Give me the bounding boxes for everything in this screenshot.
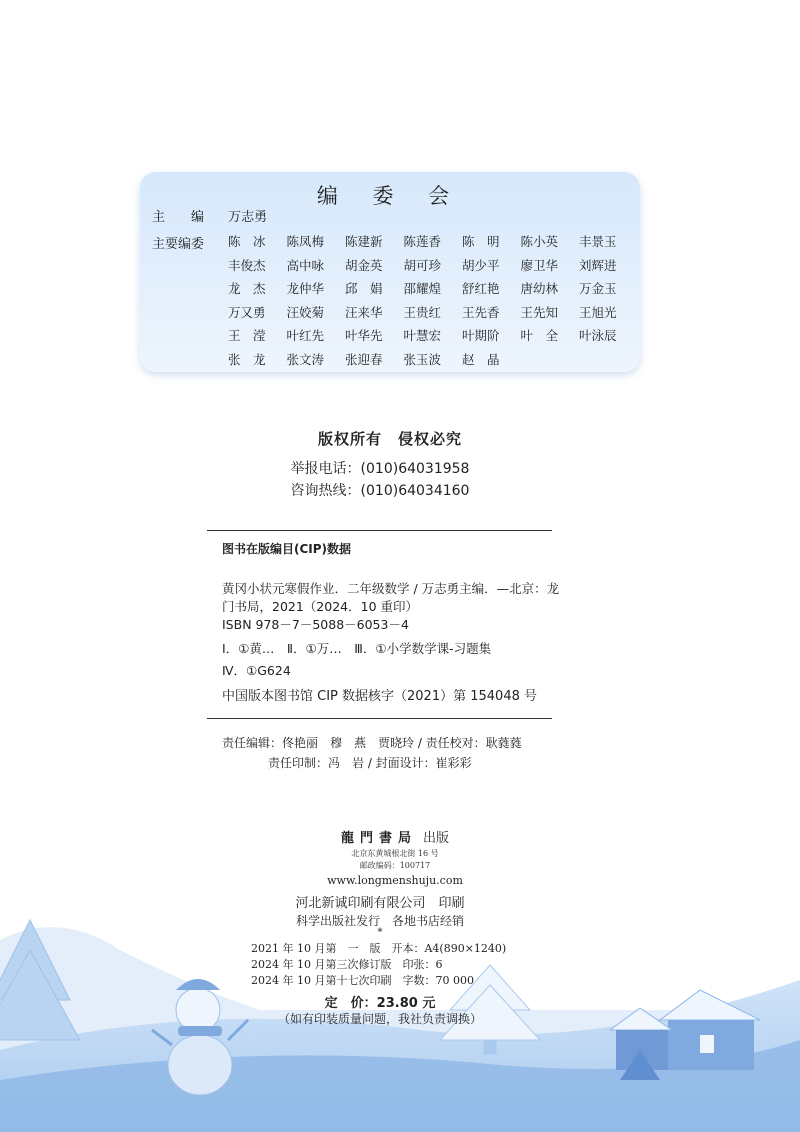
board-member-name: 张文涛 [286, 351, 325, 367]
board-member-name: 叶期阶 [462, 328, 500, 343]
report-phone: 举报电话：(010)64031958 [290, 461, 470, 477]
board-member-name: 陈凤梅 [286, 234, 325, 249]
cip-core-number: 中国版本图书馆 CIP 数据核字（2021）第 154048 号 [222, 689, 537, 704]
edition-line-1: 2021 年 10 月第 一 版 开本：A4(890×1240) [251, 942, 507, 955]
board-member-name: 叶泳辰 [579, 328, 617, 343]
publisher-postcode: 邮政编码：100717 [359, 861, 431, 870]
board-member-name: 叶华先 [345, 328, 383, 343]
board-member-name: 舒红艳 [462, 281, 500, 296]
copyright-title: 版权所有 侵权必究 [317, 430, 462, 448]
board-member-name: 王 滢 [228, 328, 266, 343]
board-member-name: 丰景玉 [579, 234, 617, 249]
edition-line-3: 2024 年 10 月第十七次印刷 字数：70 000 [251, 974, 474, 987]
board-member-name: 廖卫华 [520, 257, 559, 273]
cip-classification-2: Ⅳ．①G624 [222, 663, 291, 678]
chief-editor-label: 主 编 [152, 210, 205, 225]
staff-line-1: 责任编辑：佟艳丽 穆 燕 贾晓玲 / 责任校对：耿蕤蕤 [222, 736, 522, 750]
divider-top [207, 530, 552, 531]
board-member-name: 王旭光 [579, 304, 617, 320]
board-member-name: 胡少平 [462, 257, 500, 273]
board-member-name: 张迎春 [345, 351, 383, 367]
cip-classification-1: Ⅰ．①黄… Ⅱ．①万… Ⅲ．①小学数学课-习题集 [222, 641, 492, 656]
board-member-name: 张玉波 [403, 351, 442, 367]
quality-note: （如有印装质量问题，我社负责调换） [277, 1012, 482, 1026]
board-member-name: 胡金英 [345, 257, 383, 273]
staff-line-2: 责任印制：冯 岩 / 封面设计：崔彩彩 [268, 756, 472, 770]
board-member-name: 丰俊杰 [228, 257, 266, 273]
board-member-name: 叶慧宏 [403, 328, 442, 343]
board-member-name: 王先香 [462, 304, 500, 320]
chief-editor-name: 万志勇 [228, 210, 268, 225]
publisher-website: www.longmenshuju.com [327, 874, 463, 887]
board-member-name: 张 龙 [228, 351, 266, 367]
chief-editor-row [152, 206, 267, 225]
publisher-address: 北京东黄城根北街 16 号 [351, 849, 439, 858]
divider-bottom [207, 718, 552, 719]
board-member-name: 龙 杰 [228, 281, 266, 296]
board-member-name: 胡可珍 [403, 257, 442, 273]
members-label: 主要编委 [152, 237, 205, 252]
cip-title-line: 黄冈小状元寒假作业．二年级数学 / 万志勇主编．—北京：龙门书局，2021（2024．10 重印） [222, 581, 560, 614]
distribution-line: 科学出版社发行 各地书店经销 [295, 914, 464, 928]
board-member-name: 邱 娟 [345, 281, 383, 296]
board-title: 编 委 会 [316, 184, 464, 208]
board-member-name: 刘辉进 [579, 257, 617, 273]
hotline: 咨询热线：(010)64034160 [290, 483, 470, 499]
price: 定 价：23.80 元 [324, 996, 436, 1011]
board-member-name: 叶 全 [520, 328, 559, 343]
board-member-name: 汪来华 [345, 304, 383, 320]
separator-star: * [377, 927, 383, 938]
editorial-board-panel [140, 172, 640, 372]
board-member-name: 万又勇 [228, 304, 266, 320]
board-member-name: 万金玉 [579, 281, 617, 296]
board-member-name: 高中咏 [286, 257, 325, 273]
board-member-name: 陈 冰 [228, 234, 266, 249]
board-member-name: 邵耀煌 [403, 281, 442, 296]
board-member-name: 王先知 [520, 304, 559, 320]
board-member-name: 陈建新 [345, 234, 383, 249]
edition-line-2: 2024 年 10 月第三次修订版 印张：6 [251, 958, 443, 971]
board-member-name: 唐幼林 [520, 281, 559, 296]
board-member-name: 汪姣菊 [286, 304, 325, 320]
board-member-name: 赵 晶 [462, 351, 500, 367]
cip-isbn: ISBN 978－7－5088－6053－4 [222, 617, 409, 632]
members-grid [228, 230, 638, 371]
printer-line: 河北新诚印刷有限公司 印刷 [295, 896, 465, 911]
publisher-suffix: 出版 [423, 831, 450, 846]
publisher-line [0, 827, 790, 846]
board-member-name: 王贵红 [403, 304, 442, 320]
publisher-name: 龍門書局 [340, 831, 417, 846]
board-member-name: 陈莲香 [403, 234, 442, 249]
cip-heading: 图书在版编目(CIP)数据 [222, 542, 352, 556]
board-member-name: 陈 明 [462, 234, 500, 249]
board-member-name: 陈小英 [520, 234, 559, 249]
board-member-name: 叶红先 [286, 328, 325, 343]
board-member-name: 龙仲华 [286, 281, 325, 296]
